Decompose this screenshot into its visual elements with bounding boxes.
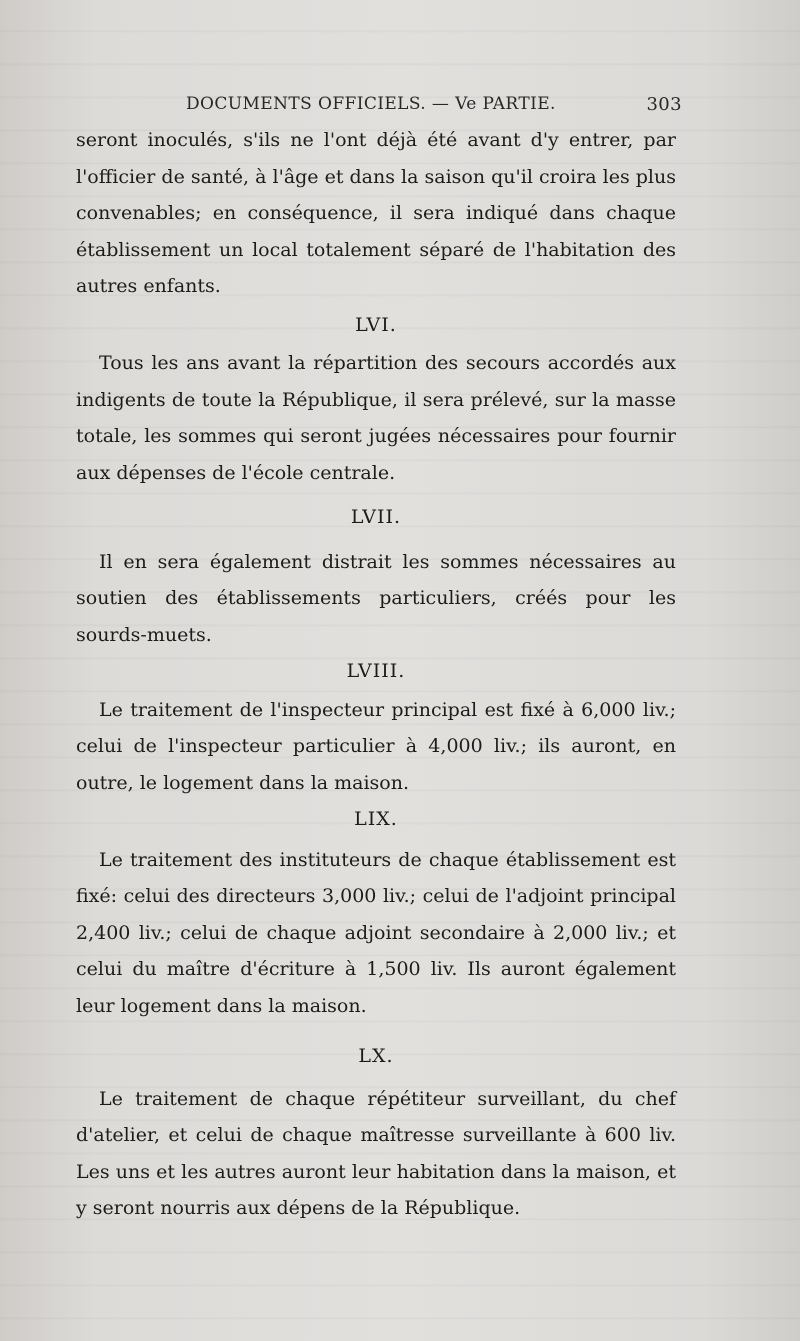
- article-heading-lviii: LVIII.: [346, 660, 406, 682]
- running-header: [186, 94, 682, 118]
- paragraph-lix: Le traitement des instituteurs de chaque établissement est fixé: celui des directeurs 3,000 liv.; celui de l'adjoint principal 2,400 liv.; celui de chaque adjoint secondaire à 2,000 liv.; et celui du maître d'écriture à 1,500 liv. Ils auront également leur logement dans la maison.: [76, 848, 676, 1017]
- article-heading-lx: LX.: [358, 1045, 394, 1067]
- paragraph-intro: seront inoculés, s'ils ne l'ont déjà été avant d'y entrer, par l'officier de santé, à l'âge et dans la saison qu'il croira les plus convenables; en conséquence, il sera indiqué dans chaque établissement un local totalement séparé de l'habitation des autres enfants.: [76, 129, 676, 297]
- paragraph-lvii: Il en sera également distrait les sommes nécessaires au soutien des établissements particuliers, créés pour les sourds-muets.: [76, 550, 676, 646]
- page-body: [76, 122, 676, 1227]
- article-heading-lvi: LVI.: [355, 313, 397, 336]
- page-number: 303: [646, 94, 682, 115]
- article-heading-lvii: LVII.: [350, 506, 402, 528]
- paragraph-lviii: Le traitement de l'inspecteur principal est fixé à 6,000 liv.; celui de l'inspecteur particulier à 4,000 liv.; ils auront, en outre, le logement dans la maison.: [76, 698, 676, 794]
- paragraph-lvi: Tous les ans avant la répartition des secours accordés aux indigents de toute la République, il sera prélevé, sur la masse totale, les sommes qui seront jugées nécessaires pour fournir aux dépenses de l'école centrale.: [76, 352, 676, 484]
- paragraph-lx: Le traitement de chaque répétiteur surveillant, du chef d'atelier, et celui de chaque maîtresse surveillante à 600 liv. Les uns et les autres auront leur habitation dans la maison, et y seront nourris aux dépens de la République.: [76, 1087, 676, 1219]
- article-heading-lix: LIX.: [354, 808, 398, 830]
- running-title: DOCUMENTS OFFICIELS. — Ve PARTIE.: [186, 94, 556, 114]
